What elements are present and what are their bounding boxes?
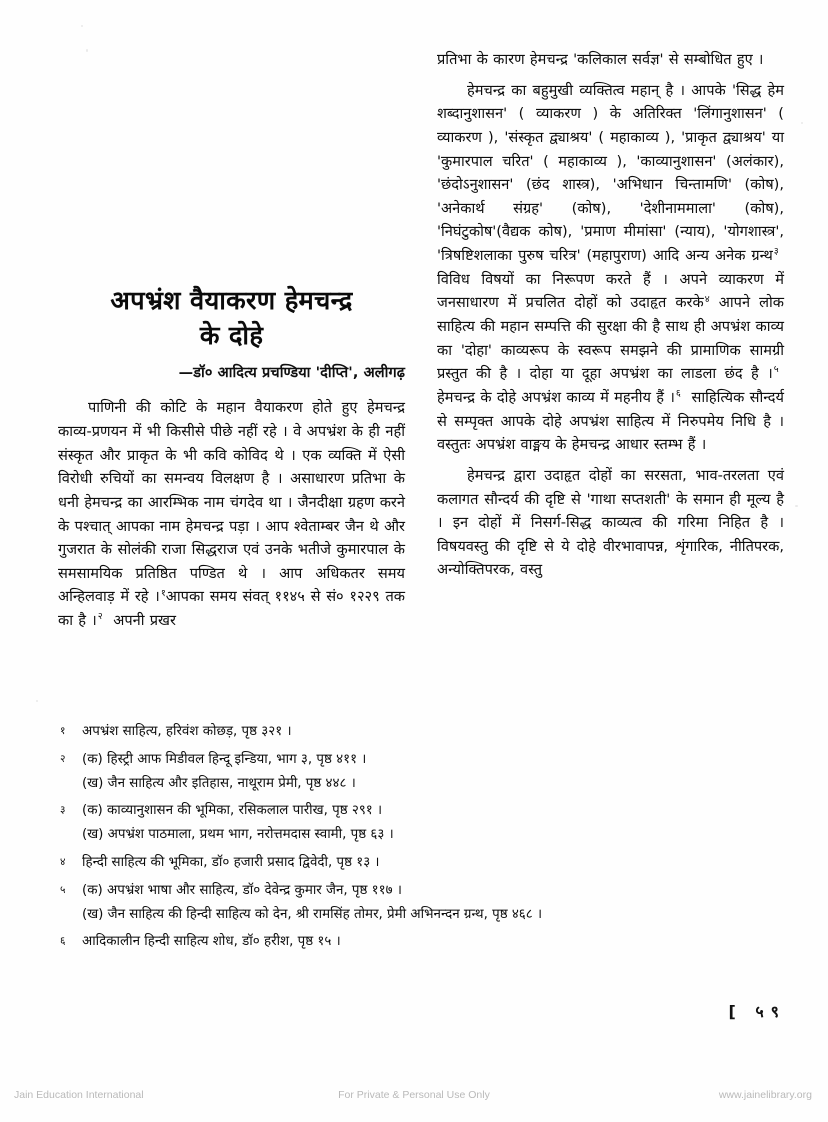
footnote-number: ५: [60, 883, 66, 896]
footnote-line: (ख) अपभ्रंश पाठमाला, प्रथम भाग, नरोत्तमदास स्वामी, पृष्ठ ६३ ।: [82, 827, 394, 843]
page-footer: [0, 1086, 828, 1104]
footnote-line: (क) अपभ्रंश भाषा और साहित्य, डॉ० देवेन्द्र कुमार जैन, पृष्ठ ११७ ।: [82, 882, 402, 898]
footnote-body: [82, 853, 784, 873]
footnote-body: [82, 722, 784, 742]
footer-usage-notice: For Private & Personal Use Only: [338, 1089, 490, 1101]
page-number: [ ५९: [728, 1002, 786, 1021]
scan-speckle: [36, 700, 38, 702]
footnote-number: २: [60, 752, 66, 765]
scan-speckle: [81, 25, 83, 27]
footnote-number: ३: [60, 804, 66, 817]
footnotes-section: [60, 722, 784, 960]
footnote-body: [82, 750, 784, 794]
footnote-number: १: [60, 725, 66, 737]
footnote-marker: २: [97, 611, 103, 623]
footnote-line: (ख) जैन साहित्य और इतिहास, नाथूराम प्रेमी, पृष्ठ ४४८ ।: [82, 775, 356, 791]
footer-website: www.jainelibrary.org: [718, 1089, 812, 1101]
right-paragraph-2-text-cont2: आपने लोक साहित्य की महान सम्पत्ति की सुरक्षा की है साथ ही अपभ्रंश काव्य का 'दोहा' काव्यरूप के स्वरूप समझने की प्रामाणिक सामग्री प्रस्तुत की है । दोहा या दूहा अपभ्रंश का लाडला छंद है ।: [437, 294, 784, 383]
footnote-marker: ६: [675, 388, 681, 400]
footnote-line: अपभ्रंश साहित्य, हरिवंश कोछड़, पृष्ठ ३२१ ।: [82, 724, 292, 739]
scan-speckle: [795, 505, 798, 507]
footnote-line: (क) हिस्ट्री आफ मिडीवल हिन्दू इन्डिया, भाग ३, पृष्ठ ४११ ।: [82, 751, 367, 767]
footnote-body: [82, 801, 784, 845]
left-paragraph-1-tail: अपनी प्रखर: [113, 612, 176, 630]
body-columns: [58, 48, 784, 688]
footnote-marker: ५: [773, 364, 779, 376]
footnote-line: (ख) जैन साहित्य की हिन्दी साहित्य को देन, श्री रामसिंह तोमर, प्रेमी अभिनन्दन ग्रन्थ, पृष्ठ ४६८ ।: [82, 906, 543, 922]
footnote-body: [82, 881, 784, 925]
left-paragraph-1-text-cont: आपका समय संवत् ११४५ से सं० १२२९ तक का है ।: [58, 588, 405, 630]
right-paragraph-2: [437, 79, 784, 457]
right-paragraph-2-text: हेमचन्द्र का बहुमुखी व्यक्तित्व महान् है । आपके 'सिद्ध हेम शब्दानुशासन' ( व्याकरण ) के अतिरिक्त 'लिंगानुशासन' ( व्याकरण ), 'संस्कृत द्व्याश्रय' ( महाकाव्य ), 'प्राकृत द्व्याश्रय' या 'कुमारपाल चरित' ( महाकाव्य ), 'काव्यानुशासन' (अलंकार), 'छंदोऽनुशासन' (छंद शास्त्र), 'अभिधान चिन्तामणि' (कोष), 'अनेकार्थ संग्रह' (कोष), 'देशीनाममाला' (कोष), 'निघंटुकोष'(वैद्यक कोष), 'प्रमाण मीमांसा' (न्याय), 'योगशास्त्र', 'त्रिषष्टिशलाका पुरुष चरित्र' (महापुराण) आदि अन्य अनेक ग्रन्थ: [437, 81, 784, 265]
footnote-line: (क) काव्यानुशासन की भूमिका, रसिकलाल पारीख, पृष्ठ २९१ ।: [82, 803, 383, 819]
right-paragraph-2-tail: साहित्यिक सौन्दर्य से सम्पृक्त आपके दोहे अपभ्रंश साहित्य में निरुपमेय निधि है । वस्तुतः अपभ्रंश वाङ्मय के हेमचन्द्र आधार स्तम्भ हैं ।: [437, 388, 784, 454]
scan-speckle: [801, 122, 803, 124]
author-byline: —डॉ० आदित्य प्रचण्डिया 'दीप्ति', अलीगढ़: [178, 365, 405, 382]
footnote-row: [60, 881, 784, 925]
footnote-line: आदिकालीन हिन्दी साहित्य शोध, डॉ० हरीश, पृष्ठ १५ ।: [82, 934, 341, 950]
right-paragraph-2-text-cont3: हेमचन्द्र के दोहे अपभ्रंश काव्य में महनीय हैं ।: [437, 388, 675, 406]
footnote-marker: १: [160, 587, 166, 599]
footnote-number: ६: [60, 935, 66, 948]
footnote-row: [60, 722, 784, 742]
footnote-row: [60, 750, 784, 794]
left-column: [58, 48, 405, 688]
footnote-row: [60, 853, 784, 873]
right-paragraph-1: प्रतिभा के कारण हेमचन्द्र 'कलिकाल सर्वज्ञ' से सम्बोधित हुए ।: [437, 51, 764, 68]
page-title-line-2: के दोहे: [199, 320, 264, 351]
title-block: [58, 284, 405, 382]
right-column: [437, 48, 784, 688]
footnote-body: [82, 932, 784, 952]
left-paragraph-1-text: पाणिनी की कोटि के महान वैयाकरण होते हुए हेमचन्द्र काव्य-प्रणयन में भी किसीसे पीछे नहीं रहे । वे अपभ्रंश के ही नहीं संस्कृत और प्राकृत के भी कवि कोविद थे । एक व्यक्ति में ऐसी विरोधी रुचियों का समन्वय विलक्षण है । असाधारण प्रतिभा के धनी हेमचन्द्र का आरम्भिक नाम चंगदेव था । जैनदीक्षा ग्रहण करने के पश्चात् आपका नाम हेमचन्द्र पड़ा । आप श्वेताम्बर जैन थे और गुजरात के सोलंकी राजा सिद्धराज एवं उनके भतीजे कुमारपाल के समसामयिक प्रतिष्ठित पण्डित थे । आप अधिकतर समय अन्हिलवाड़ में रहे ।: [58, 399, 405, 606]
page-title-line-1: अपभ्रंश वैयाकरण हेमचन्द्र: [110, 286, 353, 316]
footnote-line: हिन्दी साहित्य की भूमिका, डॉ० हजारी प्रसाद द्विवेदी, पृष्ठ १३ ।: [82, 855, 380, 871]
footnote-marker: ३: [773, 246, 779, 258]
footnote-row: [60, 801, 784, 845]
right-paragraph-2-text-cont: विविध विषयों का निरूपण करते हैं । अपने व्याकरण में जनसाधारण में प्रचलित दोहों को उदाहृत करके: [437, 270, 784, 312]
left-paragraph-1: [58, 396, 405, 632]
page-title: [58, 284, 405, 353]
right-paragraph-3: हेमचन्द्र द्वारा उदाहृत दोहों का सरसता, भाव-तरलता एवं कलागत सौन्दर्य की दृष्टि से 'गाथा सप्तशती' के समान ही मूल्य है । इन दोहों में निसर्ग-सिद्ध काव्यत्व की गरिमा निहित है । विषयवस्तु की दृष्टि से ये दोहे वीरभावापन्न, शृंगारिक, नीतिपरक, अन्योक्तिपरक, वस्तु: [437, 466, 784, 579]
footnote-number: ४: [60, 856, 66, 869]
footer-organization: Jain Education International: [14, 1089, 144, 1101]
footnote-marker: ४: [704, 293, 710, 305]
footnote-row: [60, 932, 784, 952]
